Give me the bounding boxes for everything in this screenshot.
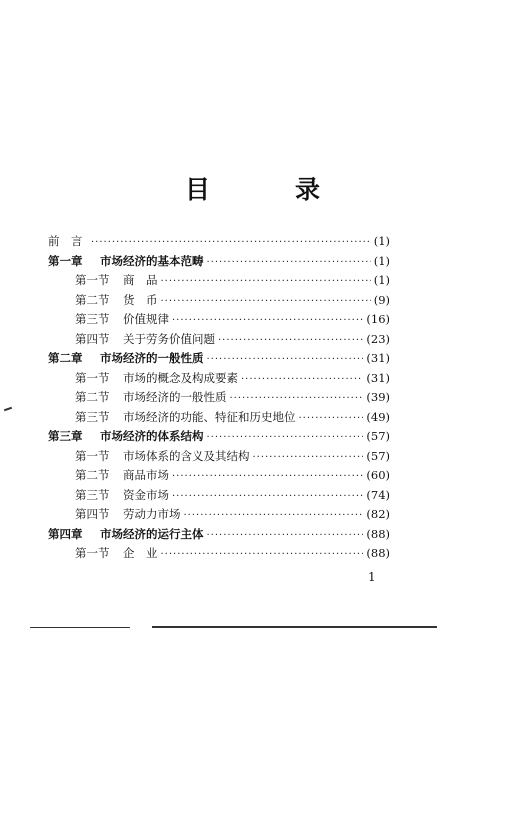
toc-leader-dots (184, 506, 364, 526)
toc-entry-label: 资金市场 (123, 487, 169, 502)
toc-entry-label: 市场经济的功能、特征和历史地位 (123, 409, 296, 424)
toc-row-chapter (48, 349, 390, 369)
toc-entry-number: 第二章 (48, 351, 83, 365)
toc-entry-number: 第三节 (75, 487, 110, 502)
toc-entry-number: 第四节 (75, 331, 110, 346)
toc-entry-number: 第四节 (75, 507, 110, 521)
toc-row-chapter (48, 252, 390, 272)
toc-entry-number: 第二节 (75, 390, 110, 404)
toc-entry-page: (82) (366, 507, 390, 521)
page-number: 1 (368, 570, 376, 584)
toc-row-chapter (48, 427, 390, 447)
toc-row-section (48, 271, 390, 291)
toc-entry-number: 第一节 (75, 370, 110, 385)
toc-entry-page: (88) (366, 546, 390, 560)
table-of-contents (48, 232, 390, 564)
toc-entry-label: 商品市场 (123, 468, 169, 482)
toc-leader-dots (207, 253, 371, 273)
toc-entry-label: 市场经济的基本范畴 (100, 253, 204, 268)
page-title: 目 录 (184, 175, 350, 204)
toc-row-preface (48, 232, 390, 252)
toc-leader-dots (253, 448, 364, 468)
toc-leader-dots (207, 526, 364, 546)
toc-leader-dots (172, 467, 363, 487)
toc-leader-dots (172, 487, 363, 507)
toc-entry-page: (74) (366, 487, 390, 502)
toc-entry-label: 市场经济的一般性质 (100, 351, 204, 365)
toc-entry-page: (60) (366, 468, 390, 482)
toc-leader-dots (91, 233, 371, 253)
toc-entry-label: 价值规律 (123, 312, 169, 326)
toc-entry-label: 企 业 (123, 546, 158, 560)
toc-entry-number: 第三章 (48, 429, 83, 443)
bottom-rule-right (152, 626, 437, 628)
toc-row-chapter (48, 525, 390, 545)
toc-row-section (48, 330, 390, 350)
toc-row-section (48, 291, 390, 311)
toc-row-section (48, 505, 390, 525)
toc-row-section (48, 408, 390, 428)
toc-entry-page: (57) (366, 448, 390, 463)
toc-entry-label: 商 品 (123, 273, 158, 287)
toc-entry-label: 劳动力市场 (123, 507, 181, 521)
toc-entry-page: (39) (366, 390, 390, 404)
toc-leader-dots (207, 350, 364, 370)
toc-entry-number: 第一节 (75, 273, 110, 287)
toc-entry-number: 第一章 (48, 253, 83, 268)
toc-leader-dots (161, 272, 371, 292)
toc-row-section (48, 466, 390, 486)
toc-entry-number: 第一节 (75, 546, 110, 560)
toc-entry-page: (31) (366, 370, 390, 385)
toc-entry-label: 关于劳务价值问题 (123, 331, 215, 346)
toc-leader-dots (161, 545, 364, 565)
toc-entry-page: (16) (366, 312, 390, 326)
toc-leader-dots (218, 331, 363, 351)
toc-entry-page: (1) (373, 234, 390, 248)
toc-entry-number: 第三节 (75, 409, 110, 424)
toc-entry-page: (23) (366, 331, 390, 346)
toc-row-section (48, 310, 390, 330)
toc-row-section (48, 388, 390, 408)
toc-row-section (48, 369, 390, 389)
toc-leader-dots (172, 311, 363, 331)
toc-entry-number: 第二节 (75, 468, 110, 482)
toc-entry-number: 第三节 (75, 312, 110, 326)
toc-entry-page: (9) (373, 292, 390, 307)
toc-entry-number: 第一节 (75, 448, 110, 463)
toc-entry-number: 第四章 (48, 526, 83, 541)
toc-leader-dots (161, 292, 371, 312)
toc-entry-label: 市场经济的一般性质 (123, 390, 227, 404)
toc-entry-page: (1) (373, 253, 390, 268)
toc-entry-page: (31) (366, 351, 390, 365)
toc-leader-dots (241, 370, 363, 390)
toc-row-section (48, 486, 390, 506)
toc-entry-label: 市场体系的含义及其结构 (123, 448, 250, 463)
toc-entry-number: 第二节 (75, 292, 110, 307)
toc-leader-dots (207, 428, 364, 448)
toc-entry-page: (49) (366, 409, 390, 424)
toc-entry-number: 前 言 (48, 234, 83, 248)
bottom-rule-left (30, 627, 130, 628)
toc-entry-label: 货 币 (123, 292, 158, 307)
toc-leader-dots (299, 409, 364, 429)
toc-entry-page: (1) (373, 273, 390, 287)
toc-entry-page: (57) (366, 429, 390, 443)
toc-entry-label: 市场经济的体系结构 (100, 429, 204, 443)
toc-entry-label: 市场经济的运行主体 (100, 526, 204, 541)
scan-mark (4, 407, 12, 412)
toc-row-section (48, 544, 390, 564)
toc-row-section (48, 447, 390, 467)
toc-leader-dots (230, 389, 364, 409)
toc-entry-label: 市场的概念及构成要素 (123, 370, 238, 385)
toc-entry-page: (88) (366, 526, 390, 541)
